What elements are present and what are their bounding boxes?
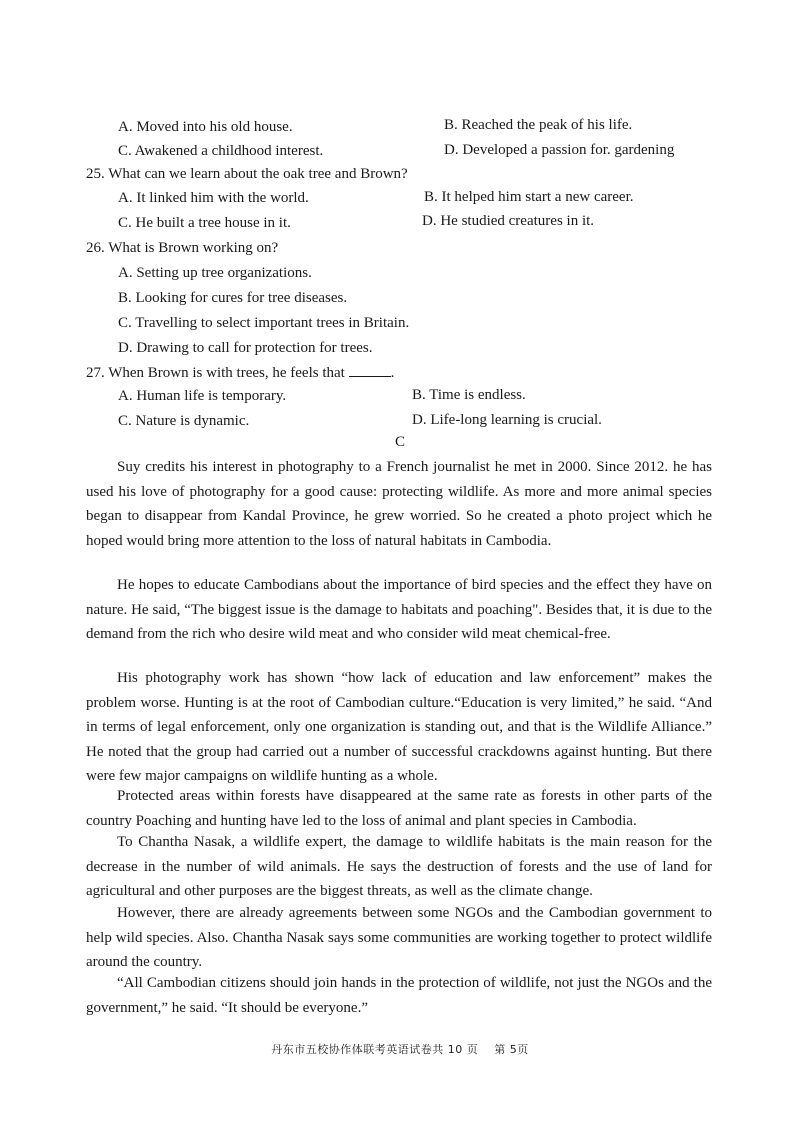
answer-blank [349,362,391,377]
passage-label: C [394,434,405,450]
q25-option-a: A. It linked him with the world. [118,190,309,206]
passage-paragraph: “All Cambodian citizens should join hands in the protection of wildlife, not just the NGOs and the government,” he said. “It should be everyone.” [86,975,712,1016]
q27-stem-end: . [390,365,395,381]
passage-paragraph: Protected areas within forests have disappeared at the same rate as forests in other parts of the country Poaching and hunting have led to the loss of animal and plant species in Cambodia. [86,788,712,829]
passage-paragraph: His photography work has shown “how lack of education and law enforcement” makes the problem worse. Hunting is at the root of Cambodian culture.“Education is very limited,” he said. “And in terms of legal enforcement, only one organization is standing out, and that is the Wildlife Alliance.” He noted that the group had carried out a number of successful crackdowns against hunting. But there were few major campaigns on wildlife hunting as a whole. [86,670,712,785]
q26-option-c: C. Travelling to select important trees in Britain. [118,315,410,331]
q25-stem: 25. What can we learn about the oak tree and Brown? [86,166,408,182]
passage-paragraph: He hopes to educate Cambodians about the importance of bird species and the effect they have on nature. He said, “The biggest issue is the damage to habitats and poaching". Besides that, it is due to the demand from the rich who desire wild meat and who consider wild meat chemical-free. [86,577,712,643]
q24-option-b: B. Reached the peak of his life. [444,117,633,133]
q27-stem-text: 27. When Brown is with trees, he feels that [86,365,345,381]
q27-option-a: A. Human life is temporary. [118,388,287,404]
q25-option-b: B. It helped him start a new career. [424,189,634,205]
q26-option-d: D. Drawing to call for protection for trees. [118,340,373,356]
q25-option-d: D. He studied creatures in it. [422,213,595,229]
q27-option-c: C. Nature is dynamic. [118,413,250,429]
q26-option-a: A. Setting up tree organizations. [118,265,312,281]
passage-paragraph: Suy credits his interest in photography to a French journalist he met in 2000. Since 2012. he has used his love of photography for a good cause: protecting wildlife. As more and more animal species began to disappear from Kandal Province, he grew worried. So he created a photo project which he hoped would bring more attention to the loss of natural habitats in Cambodia. [86,459,712,549]
footer-page-number: 第 5页 [494,1043,529,1056]
q24-option-d: D. Developed a passion for. gardening [444,142,675,158]
q24-option-a: A. Moved into his old house. [118,119,293,135]
q27-option-b: B. Time is endless. [412,387,526,403]
q26-stem: 26. What is Brown working on? [86,240,279,256]
passage-paragraph: However, there are already agreements between some NGOs and the Cambodian government to help wild species. Also. Chantha Nasak says some communities are working together to protect wildlife around the country. [86,905,712,971]
q27-stem [86,362,394,383]
q26-option-b: B. Looking for cures for tree diseases. [118,290,348,306]
passage-paragraph: To Chantha Nasak, a wildlife expert, the damage to wildlife habitats is the main reason for the decrease in the number of wild animals. He says the destruction of forests and the use of land for agricultural and other purposes are the biggest threats, as well as the climate change. [86,834,712,900]
q24-option-c: C. Awakened a childhood interest. [118,143,324,159]
footer-exam-title: 丹东市五校协作体联考英语试卷共 10 页 [271,1043,479,1056]
q27-option-d: D. Life-long learning is crucial. [412,412,602,428]
q25-option-c: C. He built a tree house in it. [118,215,291,231]
page-footer [0,1041,800,1057]
